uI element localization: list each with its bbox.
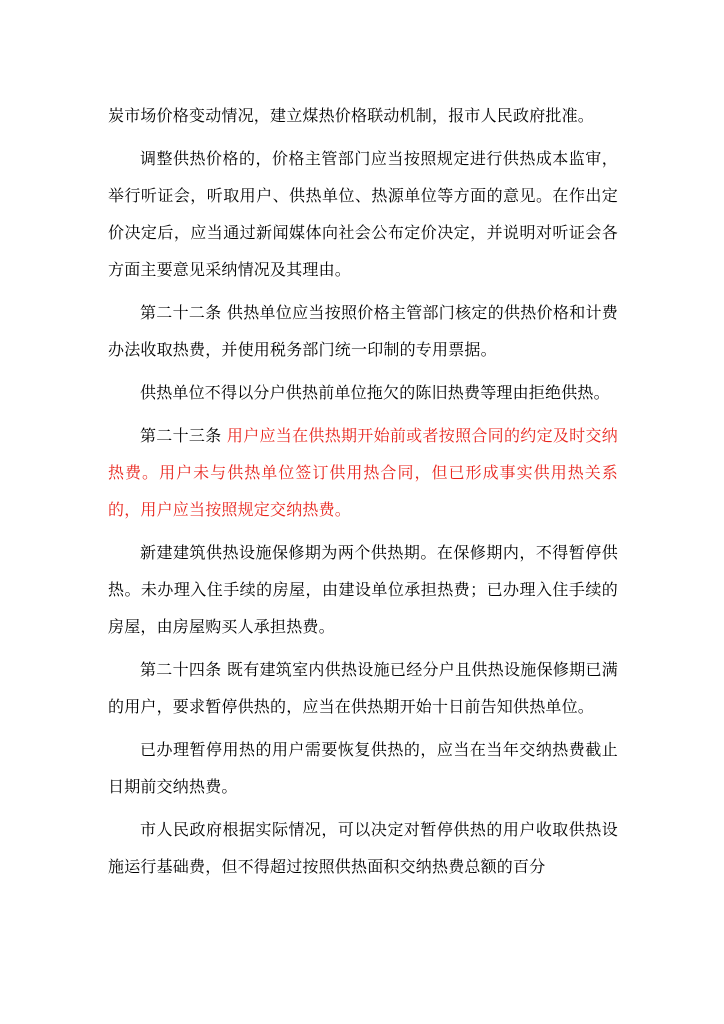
document-page [108,97,618,891]
paragraph-article-22: 第二十二条 供热单位应当按照价格主管部门核定的供热价格和计费办法收取热费，并使用税务部门统一印制的专用票据。 [108,303,618,359]
paragraph-2: 调整供热价格的，价格主管部门应当按照规定进行供热成本监审，举行听证会，听取用户、供热单位、热源单位等方面的意见。在作出定价决定后，应当通过新闻媒体向社会公布定价决定，并说明对听证会各方面主要意见采纳情况及其理由。 [108,149,618,279]
paragraph-8: 已办理暂停用热的用户需要恢复供热的，应当在当年交纳热费截止日期前交纳热费。 [108,740,618,796]
article-23-highlighted-text: 用户应当在供热期开始前或者按照合同的约定及时交纳热费。用户未与供热单位签订供用热合同，但已形成事实供用热关系的，用户应当按照规定交纳热费。 [108,426,618,519]
paragraph-6: 新建建筑供热设施保修期为两个供热期。在保修期内，不得暂停供热。未办理入住手续的房屋，由建设单位承担热费；已办理入住手续的房屋，由房屋购买人承担热费。 [108,543,618,636]
article-23-label: 第二十三条 [140,426,227,445]
paragraph-4: 供热单位不得以分户供热前单位拖欠的陈旧热费等理由拒绝供热。 [140,383,610,402]
paragraph-1: 炭市场价格变动情况，建立煤热价格联动机制，报市人民政府批准。 [108,106,595,125]
paragraph-9: 市人民政府根据实际情况，可以决定对暂停供热的用户收取供热设施运行基础费，但不得超过按照供热面积交纳热费总额的百分 [108,820,618,876]
paragraph-article-23 [108,417,618,528]
paragraph-article-24: 第二十四条 既有建筑室内供热设施已经分户且供热设施保修期已满的用户，要求暂停供热的，应当在供热期开始十日前告知供热单位。 [108,660,618,716]
